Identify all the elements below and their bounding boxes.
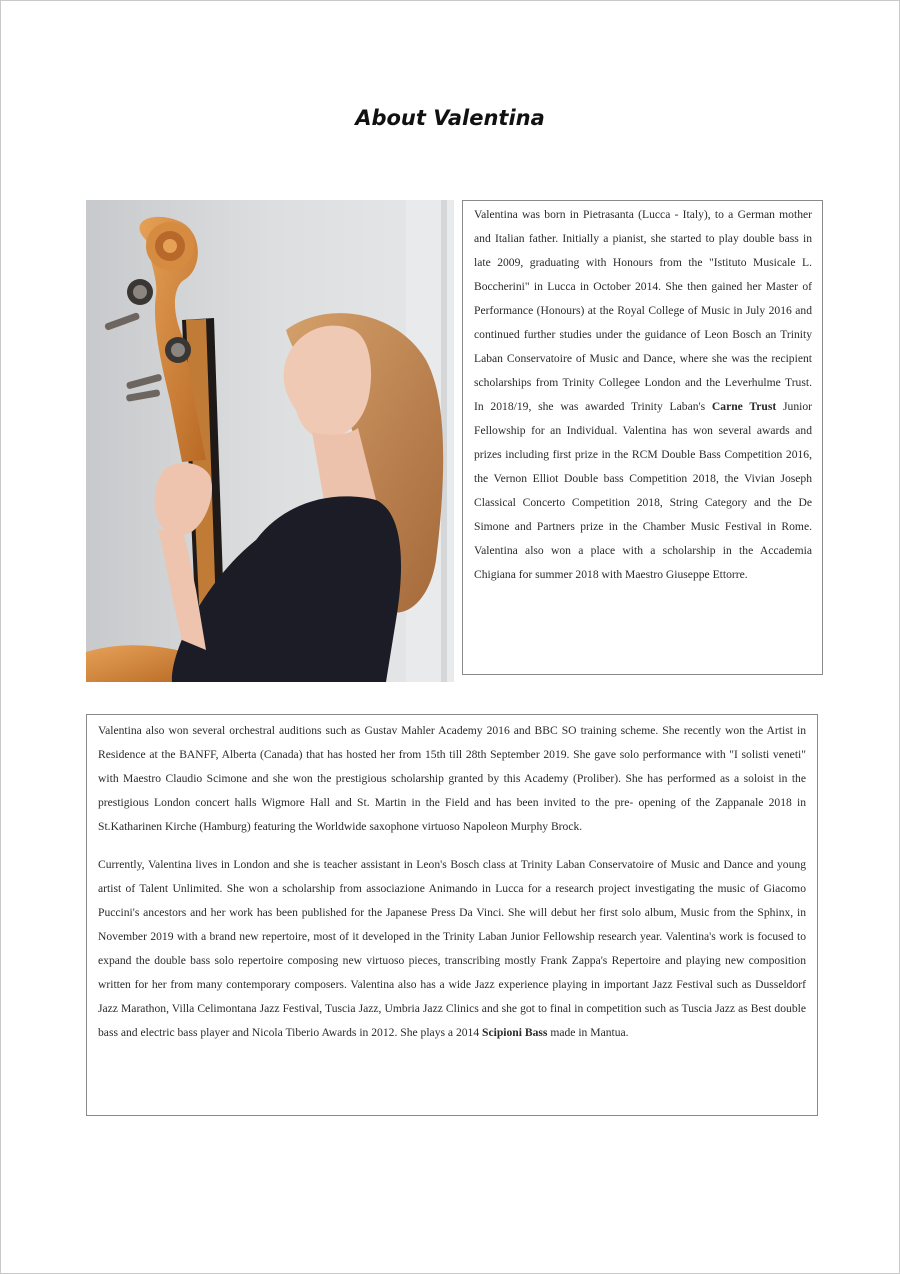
portrait-photo: [86, 200, 454, 682]
page-title: About Valentina: [355, 106, 545, 130]
bio-bold-scipioni-bass: Scipioni Bass: [482, 1026, 548, 1039]
bio-paragraph-current: [98, 853, 806, 1045]
bio-text-part-1: Valentina was born in Pietrasanta (Lucca - Italy), to a German mother and Italian father. Initially a pianist, she started to play double bass in late 2009, graduating with Honours from the "Istituto Musicale L. Boccherini" in Lucca in October 2014. She then gained her Master of Performance (Honours) at the Royal College of Music in July 2016 and continued further studies under the guidance of Leon Bosch an Trinity Laban Conservatoire of Music and Dance, where she was the recipient scholarships from Trinity Collegee London and the Leverhulme Trust. In 2018/19, she was awarded Trinity Laban's: [474, 208, 812, 413]
bio-text-box: [462, 200, 823, 675]
current-text-part-1: Currently, Valentina lives in London and she is teacher assistant in Leon's Bosch class at Trinity Laban Conservatoire of Music and Dance and young artist of Talent Unlimited. She won a scholarship from associazione Animando in Lucca for a research project investigating the music of Giacomo Puccini's ancestors and her work has been published for the Japanese Press Da Vinci. She will debut her first solo album, Music from the Sphinx, in November 2019 with a brand new repertoire, most of it developed in the Trinity Laban Junior Fellowship research year. Valentina's work is focused to expand the double bass solo repertoire composing new virtuoso pieces, transcribing mostly Frank Zappa's Repertoire and playing new composition written for her from many contemporary composers. Valentina also has a wide Jazz experience playing in important Jazz Festival such as Dusseldorf Jazz Marathon, Villa Celimontana Jazz Festival, Tuscia Jazz, Umbria Jazz Clinics and she got to final in competition such as Tuscia Jazz as Best double bass and electric bass player and Nicola Tiberio Awards in 2012. She plays a 2014: [98, 858, 806, 1039]
current-text-part-2: made in Mantua.: [547, 1026, 629, 1039]
additional-bio-box: [86, 714, 818, 1116]
bio-bold-carne-trust: Carne Trust: [711, 400, 777, 413]
bio-text-part-2: Junior Fellowship for an Individual. Valentina has won several awards and prizes including first prize in the RCM Double Bass Competition 2016, the Vernon Elliot Double bass Competition 2018, the Vivian Joseph Classical Concerto Competition 2018, String Category and the De Simone and Partners prize in the Chamber Music Festival in Rome. Valentina also won a place with a scholarship in the Accademia Chigiana for summer 2018 with Maestro Giuseppe Ettorre.: [474, 400, 813, 581]
bio-paragraph-auditions: Valentina also won several orchestral auditions such as Gustav Mahler Academy 2016 and BBC SO training scheme. She recently won the Artist in Residence at the BANFF, Alberta (Canada) that has hosted her from 15th till 28th September 2019. She gave solo performance with "I solisti veneti" with Maestro Claudio Scimone and she won the prestigious scholarship granted by this Academy (Proliber). She has performed as a soloist in the prestigious London concert halls Wigmore Hall and St. Martin in the Field and has been invited to the pre- opening of the Zappanale 2018 in St.Katharinen Kirche (Hamburg) featuring the Worldwide saxophone virtuoso Napoleon Murphy Brock.: [98, 724, 806, 833]
